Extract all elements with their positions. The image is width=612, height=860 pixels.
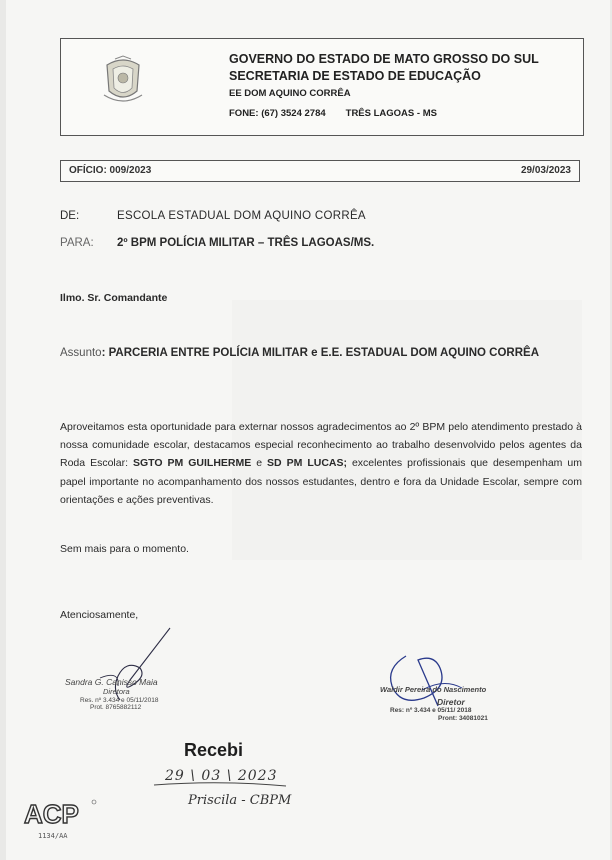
from-value: ESCOLA ESTADUAL DOM AQUINO CORRÊA <box>117 210 366 222</box>
receipt-date-underline <box>150 776 290 790</box>
receipt-handwritten-date: 29 \ 03 \ 2023 <box>165 768 278 784</box>
signature-left-name: Sandra G. Canisso Maia <box>65 677 158 687</box>
header-government-line: GOVERNO DO ESTADO DE MATO GROSSO DO SUL <box>229 52 539 66</box>
subject <box>60 345 540 362</box>
signature-right-res: Res: nº 3.434 e 05/11/ 2018 <box>390 707 472 714</box>
body-part-1: Aproveitamos esta oportunidade para externar nossos agradecimentos ao 2º BPM pelo atendimento prestado à nossa comunidade escolar, destacamos especial reconhecimento ao trabalho desenvolvido pelos agentes da Roda Escolar: <box>60 421 582 470</box>
header-secretariat-line: SECRETARIA DE ESTADO DE EDUCAÇÃO <box>229 69 481 83</box>
letter-body <box>60 418 582 509</box>
header-school-line: EE DOM AQUINO CORRÊA <box>229 88 351 99</box>
receipt-label: Recebi <box>184 740 244 760</box>
body-agent-name-2: SD PM LUCAS; <box>267 457 347 470</box>
header-city: TRÊS LAGOAS - MS <box>345 108 437 119</box>
signature-left-prot: Prot. 8765882112 <box>90 704 142 711</box>
to-label: PARA: <box>60 237 94 249</box>
closing-line: Sem mais para o momento. <box>60 543 189 555</box>
from-label: DE: <box>60 210 80 222</box>
regards-line: Atenciosamente, <box>60 609 139 621</box>
oficio-bar <box>60 160 580 182</box>
acp-logo-text: ACP <box>24 799 79 829</box>
body-connector: e <box>251 457 268 470</box>
letterhead <box>60 38 584 136</box>
subject-value: : PARCERIA ENTRE POLÍCIA MILITAR e E.E. ESTADUAL DOM AQUINO CORRÊA <box>101 347 540 359</box>
body-agent-name-1: SGTO PM GUILHERME <box>132 457 252 470</box>
salutation: Ilmo. Sr. Comandante <box>60 292 168 304</box>
oficio-number: OFÍCIO: 009/2023 <box>69 165 152 176</box>
to-value: 2º BPM POLÍCIA MILITAR – TRÊS LAGOAS/MS. <box>117 237 375 249</box>
signature-right-role: Diretor <box>437 697 465 707</box>
state-coat-of-arms-icon <box>101 55 145 105</box>
header-contact-line <box>229 108 437 119</box>
oficio-date: 29/03/2023 <box>520 165 571 176</box>
acp-logo-icon <box>22 797 98 829</box>
signature-left-res: Res. nº 3.434 e 05/11/2018 <box>80 697 159 704</box>
header-phone: FONE: (67) 3524 2784 <box>229 108 326 119</box>
receipt-handwritten-signer: Priscila - CBPM <box>188 793 292 808</box>
signature-left-role: Diretora <box>103 687 130 696</box>
signature-right-prot: Pront: 34081021 <box>438 715 488 722</box>
signature-right-name: Waldir Pereira do Nascimento <box>380 685 487 694</box>
subject-label: Assunto <box>60 347 102 359</box>
body-part-2: excelentes profissionais que desempenham um papel importante no acompanhamento dos nossos estudantes, dentro e fora da Unidade Escolar, sempre com orientações e ações preventivas. <box>60 457 582 506</box>
stamp-code: 1134/AA <box>38 832 68 840</box>
